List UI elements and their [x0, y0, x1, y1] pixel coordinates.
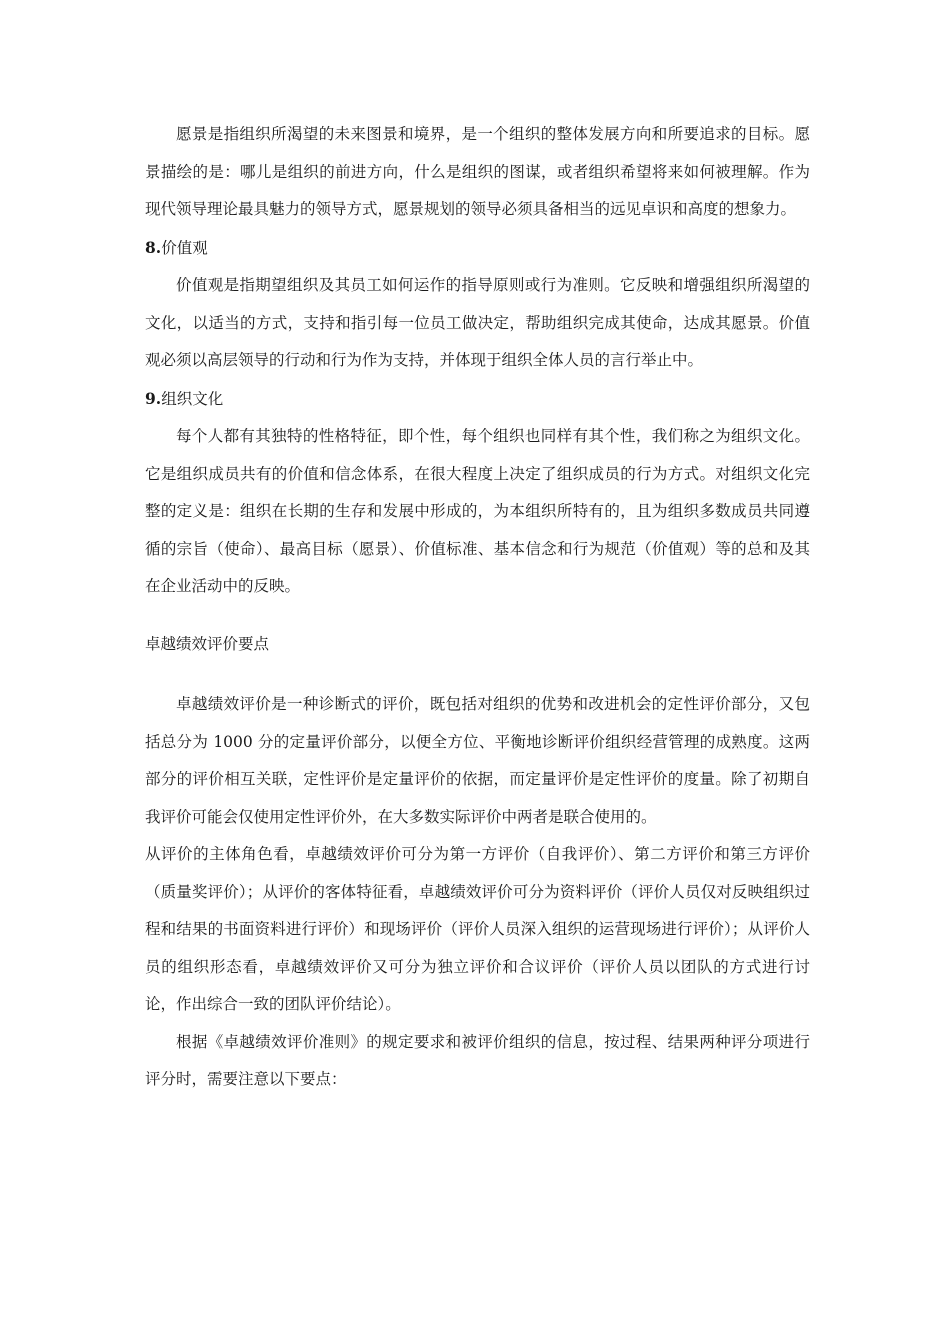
- paragraph-evaluation-types: 从评价的主体角色看，卓越绩效评价可分为第一方评价（自我评价）、第二方评价和第三方评价（质量奖评价）；从评价的客体特征看，卓越绩效评价可分为资料评价（评价人员仅对反映组织过程和结果的书面资料进行评价）和现场评价（评价人员深入组织的运营现场进行评价）；从评价人员的组织形态看，卓越绩效评价又可分为独立评价和合议评价（评价人员以团队的方式进行讨论，作出综合一致的团队评价结论）。: [145, 845, 810, 1013]
- section-title: 卓越绩效评价要点: [145, 634, 270, 653]
- paragraph-evaluation-intro: 卓越绩效评价是一种诊断式的评价，既包括对组织的优势和改进机会的定性评价部分，又包括总分为 1000 分的定量评价部分，以便全方位、平衡地诊断评价组织经营管理的成熟度。这两部分的评价相互关联，定性评价是定量评价的依据，而定量评价是定性评价的度量。除了初期自我评价可能会仅使用定性评价外，在大多数实际评价中两者是联合使用的。: [145, 695, 810, 826]
- heading-number: 9.: [145, 388, 162, 408]
- paragraph-vision-definition: 愿景是指组织所渴望的未来图景和境界，是一个组织的整体发展方向和所要追求的目标。愿景描绘的是：哪儿是组织的前进方向，什么是组织的图谋，或者组织希望将来如何被理解。作为现代领导理论最具魅力的领导方式，愿景规划的领导必须具备相当的远见卓识和高度的想象力。: [145, 125, 810, 218]
- heading-values: [145, 229, 810, 268]
- heading-title: 组织文化: [161, 389, 224, 408]
- paragraph-evaluation-points: 根据《卓越绩效评价准则》的规定要求和被评价组织的信息，按过程、结果两种评分项进行评分时，需要注意以下要点：: [145, 1032, 810, 1088]
- paragraph-values-definition: 价值观是指期望组织及其员工如何运作的指导原则或行为准则。它反映和增强组织所渴望的文化，以适当的方式，支持和指引每一位员工做决定，帮助组织完成其使命，达成其愿景。价值观必须以高层领导的行动和行为作为支持，并体现于组织全体人员的言行举止中。: [145, 276, 810, 369]
- heading-culture: [145, 380, 810, 419]
- heading-number: 8.: [145, 237, 162, 257]
- heading-title: 价值观: [161, 238, 208, 257]
- document-page: [145, 116, 810, 1099]
- paragraph-culture-definition: 每个人都有其独特的性格特征，即个性，每个组织也同样有其个性，我们称之为组织文化。它是组织成员共有的价值和信念体系，在很大程度上决定了组织成员的行为方式。对组织文化完整的定义是：组织在长期的生存和发展中形成的，为本组织所特有的，且为组织多数成员共同遵循的宗旨（使命）、最高目标（愿景）、价值标准、基本信念和行为规范（价值观）等的总和及其在企业活动中的反映。: [145, 427, 810, 595]
